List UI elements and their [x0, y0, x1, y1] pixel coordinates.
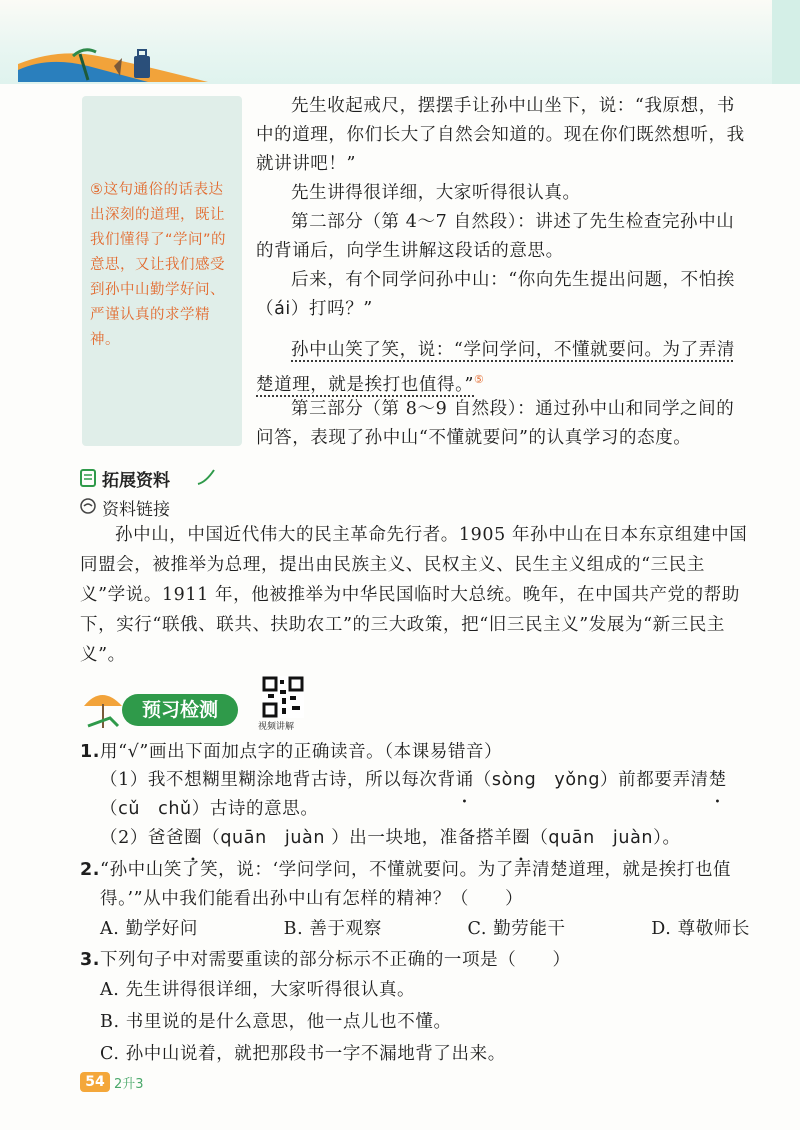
paragraph-5: 孙中山笑了笑，说：“学问学问，不懂就要问。为了弄清楚道理，就是挨打也值得。”⑤ — [256, 340, 735, 395]
question-3-stem: 3.下列句子中对需要重读的部分标示不正确的一项是（ ） — [80, 950, 571, 970]
qr-code-label: 视频讲解 — [258, 722, 295, 732]
side-annotation-text: ⑤这句通俗的话表达出深刻的道理，既让我们懂得了“学问”的意思，又让我们感受到孙中山勤学好问、严谨认真的求学精神。 — [90, 182, 227, 348]
paragraph-1: 先生收起戒尺，摆摆手让孙中山坐下，说：“我原想，书中的道理，你们长大了自然会知道的。现在你们既然想听，我就讲讲吧！” — [256, 96, 745, 174]
question-2-option-c[interactable]: C. 勤劳能干 — [467, 919, 566, 939]
preview-check-title: 预习检测 — [122, 694, 238, 726]
question-1-sentence-2: （2）爸爸圈（quān juàn ）出一块地，准备搭羊圈（quān juàn）。 — [100, 828, 681, 848]
question-3-option-c[interactable]: C. 孙中山说着，就把那段书一字不漏地背了出来。 — [100, 1044, 506, 1064]
question-2-options — [100, 915, 750, 944]
annotation-marker: ⑤ — [474, 373, 485, 386]
swoosh-icon — [196, 468, 216, 488]
question-3-option-b[interactable]: B. 书里说的是什么意思，他一点儿也不懂。 — [100, 1012, 452, 1032]
paragraph-6: 第三部分（第 8～9 自然段）：通过孙中山和同学之间的问答，表现了孙中山“不懂就要问”的认真学习的态度。 — [256, 399, 735, 448]
paragraph-2: 先生讲得很详细，大家听得很认真。 — [291, 183, 581, 203]
question-1-stem: 1.用“√”画出下面加点字的正确读音。（本课易错音） — [80, 742, 503, 762]
qr-code-icon[interactable] — [262, 676, 304, 718]
beach-illustration-icon — [18, 46, 208, 82]
page-number: 54 — [80, 1072, 110, 1092]
question-2-option-d[interactable]: D. 尊敬师长 — [651, 919, 750, 939]
question-3-option-a[interactable]: A. 先生讲得很详细，大家听得很认真。 — [100, 980, 416, 1000]
question-2-number: 2. — [80, 860, 101, 880]
question-3-number: 3. — [80, 950, 101, 970]
extension-title: 拓展资料 — [102, 471, 170, 491]
extension-header — [80, 466, 220, 490]
paragraph-4: 后来，有个同学问孙中山：“你向先生提出问题，不怕挨（ái）打吗？” — [256, 270, 735, 319]
extension-text: 孙中山，中国近代伟大的民主革命先行者。1905 年孙中山在日本东京组建中国同盟会，被推举为总理，提出由民族主义、民权主义、民生主义组成的“三民主义”学说。1911 年，他被推举为中华民国临时大总统。晚年，在中国共产党的帮助下，实行“联俄、联共、扶助农工”的三大政策，把“旧三民主义”发展为“新三民主义”。 — [80, 525, 748, 665]
link-icon — [80, 498, 96, 514]
question-2-stem: 2.“孙中山笑了笑，说：‘学问学问，不懂就要问。为了弄清楚道理，就是挨打也值得。’”从中我们能看出孙中山有怎样的精神？（ ） — [80, 860, 732, 909]
document-icon — [80, 469, 96, 487]
paragraph-3: 第二部分（第 4～7 自然段）：讲述了先生检查完孙中山的背诵后，向学生讲解这段话的意思。 — [256, 212, 735, 261]
umbrella-chair-icon — [80, 688, 126, 730]
question-2-option-b[interactable]: B. 善于观察 — [283, 919, 382, 939]
question-1-sentence-1: （1）我不想糊里糊涂地背古诗，所以每次背诵（sòng yǒng）前都要弄清楚（cǔ chǔ）古诗的意思。 — [100, 770, 727, 819]
pinyin-ai: ái — [274, 299, 291, 319]
question-2-option-a[interactable]: A. 勤学好问 — [100, 919, 198, 939]
side-annotation-number: ⑤ — [90, 182, 104, 198]
series-label: 2升3 — [114, 1077, 144, 1092]
page-edge-strip — [772, 0, 800, 84]
extension-subtitle: 资料链接 — [102, 500, 170, 520]
question-1-number: 1. — [80, 742, 101, 762]
